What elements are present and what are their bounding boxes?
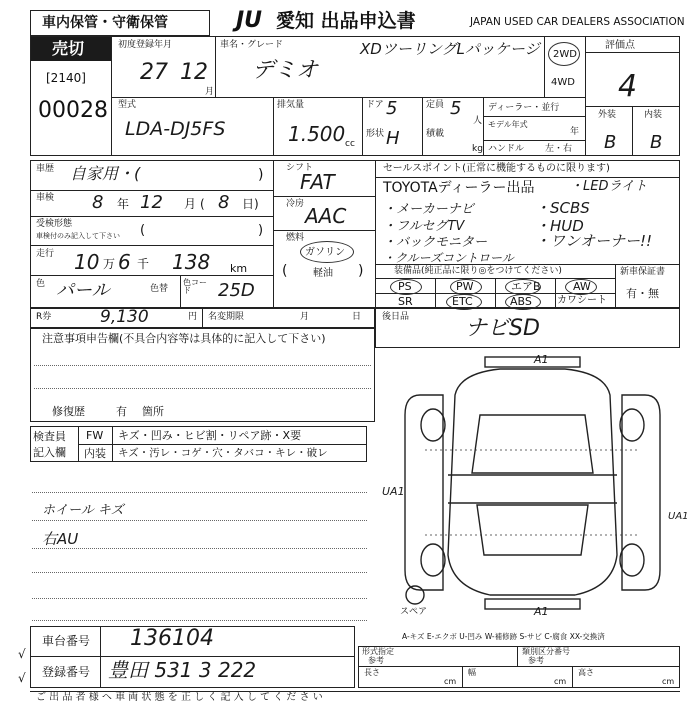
dealer-label: ディーラー・並行 [488, 103, 560, 113]
new-warranty-options: 有・無 [626, 287, 659, 300]
footer-text: ご 出 品 者 様 へ 車 両 状 態 を 正 し く 記 入 し て く だ さ い [36, 692, 323, 703]
mileage-unit: km [230, 262, 248, 275]
int-label: 内装 [644, 110, 663, 120]
remark-line-1: ホイール キズ [42, 503, 124, 518]
model-year-unit: 年 [570, 127, 580, 137]
repair-label: 修復歴 [52, 405, 85, 418]
fw-row-label: FW [86, 429, 104, 442]
lot-number: 00028 [38, 98, 108, 123]
mileage-sen-unit: 千 [137, 257, 150, 271]
spec-class-label: 類別区分番号 [522, 647, 570, 656]
equip-circle-pw [450, 279, 482, 295]
equip-circle-airbag [505, 279, 541, 295]
mileage-man-unit: 万 [103, 257, 116, 271]
inspector-label-1: 検査員 [33, 430, 66, 443]
shape-label: 形状 [366, 129, 385, 139]
capacity-unit: kg [472, 144, 483, 154]
selling-point-4: ・フルセグTV [383, 219, 465, 234]
sold-label: 売切 [52, 39, 85, 58]
mileage-sen: 6 [118, 250, 131, 274]
selling-point-2: ・メーカーナビ [383, 202, 474, 217]
seats-value: 5 [450, 98, 462, 119]
check-mark-1: √ [18, 647, 26, 661]
drive-2wd: 2WD [553, 49, 577, 60]
ju-logo: JU [236, 8, 263, 33]
shift-label: シフト [286, 163, 314, 173]
spec-height-unit: cm [662, 677, 675, 686]
equipment-label: 装備品(純正品に限り◎をつけてください) [394, 266, 562, 276]
spec-length-unit: cm [444, 677, 457, 686]
fuel-circle [300, 241, 354, 263]
rear-value: ナビSD [465, 316, 540, 341]
drive-4wd: 4WD [551, 77, 575, 88]
doors-label: ドア [366, 100, 384, 110]
damage-legend: A-キズ E-エクボ U-凹み W-補修跡 S-サビ C-腐食 XX-交換済 [402, 632, 605, 641]
color-code: 25D [218, 280, 255, 301]
mileage-man: 10 [74, 250, 100, 274]
ext-label: 外装 [598, 110, 617, 120]
lot-code: [2140] [46, 71, 86, 85]
capacity-label: 積載 [426, 129, 445, 139]
mileage-rest: 138 [172, 250, 211, 274]
accept-open: ( [140, 223, 146, 238]
fuel-open: ( [282, 263, 288, 279]
chassis-value: 136104 [130, 626, 214, 651]
registration-month: 12 [180, 60, 208, 85]
doors-value: 5 [386, 98, 398, 119]
selling-point-6: ・バックモニター [383, 235, 488, 250]
selling-point-3: ・SCBS [535, 199, 590, 217]
recycle-value: 9,130 [100, 307, 149, 327]
check-mark-2: √ [18, 671, 26, 685]
equip-abs: ABS [510, 295, 532, 308]
drive-circle [548, 42, 580, 66]
mileage-label: 走行 [36, 249, 55, 259]
change-label: 名変期限 [208, 312, 245, 322]
inspection-day-open: ( [200, 197, 205, 211]
inspection-day-close: 日) [242, 197, 259, 211]
inspection-month-unit: 月 [184, 197, 197, 211]
spec-height-label: 高さ [578, 668, 594, 677]
repair-value: 有 [116, 405, 127, 418]
handle-label: ハンドル [488, 144, 525, 154]
score-label: 評価点 [605, 40, 635, 51]
accept-close: ) [258, 223, 264, 238]
ac-value: AAC [305, 204, 347, 228]
repair-place: 箇所 [142, 405, 164, 418]
model-value: LDA-DJ5FS [125, 118, 226, 140]
color-value: パール [56, 280, 110, 301]
recycle-label: R券 [36, 312, 52, 322]
plate-value: 豊田 531 3 222 [108, 658, 257, 682]
selling-point-0: TOYOTAディーラー出品 [383, 180, 535, 196]
color-label: 色 [36, 279, 46, 289]
change-month-unit: 月 [300, 312, 310, 322]
diagram-right-mark: UA1 [668, 511, 689, 522]
equip-leather: カワシート [557, 295, 607, 306]
registration-year: 27 [140, 60, 168, 85]
inspection-day: 8 [218, 192, 230, 213]
fuel-gas: ガソリン [305, 247, 345, 258]
change-day-unit: 日 [352, 312, 362, 322]
color-code-label: 色コード [183, 278, 207, 296]
engine-unit: cc [345, 139, 355, 149]
score-value: 4 [618, 69, 638, 104]
car-grade: XDツーリングLパッケージ [360, 40, 540, 58]
engine-label: 排気量 [277, 100, 305, 110]
selling-label: セールスポイント(正常に機能するものに限ります) [383, 163, 610, 174]
handle-options: 左・右 [545, 144, 573, 154]
selling-point-1: ・LEDライト [570, 179, 648, 194]
diagram-bottom-mark: A1 [534, 605, 549, 618]
spec-ref-2: 参考 [528, 656, 544, 665]
engine-value: 1.500 [288, 122, 346, 146]
spare-label: スペア [400, 607, 428, 617]
accept-label: 受検形態 [36, 219, 73, 229]
model-label: 型式 [118, 100, 137, 110]
color-swap-label: 色替 [150, 284, 169, 294]
seats-unit: 人 [473, 116, 483, 126]
equip-sr: SR [398, 295, 413, 308]
inspection-label: 車検 [36, 193, 55, 203]
inspector-label-2: 記入欄 [33, 446, 66, 459]
inspection-year-unit: 年 [117, 197, 130, 211]
inspection-year: 8 [92, 192, 104, 213]
diagram-left-mark: UA1 [382, 485, 405, 498]
seats-label: 定員 [426, 100, 445, 110]
history-label: 車歴 [36, 164, 55, 174]
equip-circle-ps [390, 279, 422, 295]
spec-width-label: 幅 [468, 668, 476, 677]
remark-line-2: 右AU [42, 530, 79, 548]
storage-label: 車内保管・守衛保管 [42, 15, 168, 31]
model-year-label: モデル年式 [488, 120, 528, 129]
registration-label: 初度登録年月 [118, 40, 173, 50]
history-close: ) [258, 167, 264, 183]
shape-value: H [386, 128, 400, 149]
diagram-top-mark: A1 [534, 353, 549, 366]
fuel-label: 燃料 [286, 233, 305, 243]
registration-month-unit: 月 [205, 87, 215, 97]
chassis-label: 車台番号 [42, 634, 91, 648]
equip-pw: PW [456, 280, 474, 293]
notes-label: 注意事項申告欄(不具合内容等は具体的に記入して下さい) [42, 332, 326, 345]
spec-form-label: 形式指定 [362, 647, 394, 656]
int-value: B [650, 132, 663, 153]
inspection-month: 12 [140, 192, 163, 213]
selling-point-5: ・HUD [535, 217, 584, 235]
rear-label: 後日品 [382, 312, 410, 322]
equip-ps: PS [398, 280, 412, 293]
int-row-label: 内装 [84, 447, 106, 460]
fw-items: キズ・凹み・ヒビ割・リペア跡・X要 [118, 429, 302, 442]
selling-point-8: ・クルーズコントロール [383, 251, 514, 265]
selling-point-7: ・ワンオーナー!! [535, 232, 653, 250]
accept-note: 車検付のみ記入して下さい [36, 232, 120, 240]
car-name-label: 車名・グレード [220, 40, 284, 50]
plate-label: 登録番号 [42, 665, 91, 679]
ext-value: B [604, 132, 617, 153]
form-title: 愛知 出品申込書 [276, 10, 416, 32]
spec-length-label: 長さ [364, 668, 380, 677]
equip-circle-aw [565, 279, 597, 295]
spec-ref-1: 参考 [368, 656, 384, 665]
int-items: キズ・汚レ・コゲ・穴・タバコ・キレ・破レ [118, 447, 328, 459]
shift-value: FAT [300, 170, 335, 194]
car-name: デミオ [252, 58, 319, 83]
spec-width-unit: cm [554, 677, 567, 686]
spec-box [358, 646, 680, 688]
fuel-close: ) [358, 263, 364, 279]
equip-aw: AW [573, 280, 591, 293]
fuel-light: 軽油 [313, 268, 333, 279]
equip-airbag: エアB [511, 280, 541, 293]
car-damage-diagram [385, 355, 680, 620]
history-value: 自家用・( [70, 164, 141, 183]
recycle-unit: 円 [188, 312, 198, 322]
new-warranty-label: 新車保証書 [620, 267, 666, 277]
association-name: JAPAN USED CAR DEALERS ASSOCIATION [470, 16, 685, 28]
ac-label: 冷房 [286, 199, 305, 209]
equip-etc: ETC [452, 295, 473, 308]
